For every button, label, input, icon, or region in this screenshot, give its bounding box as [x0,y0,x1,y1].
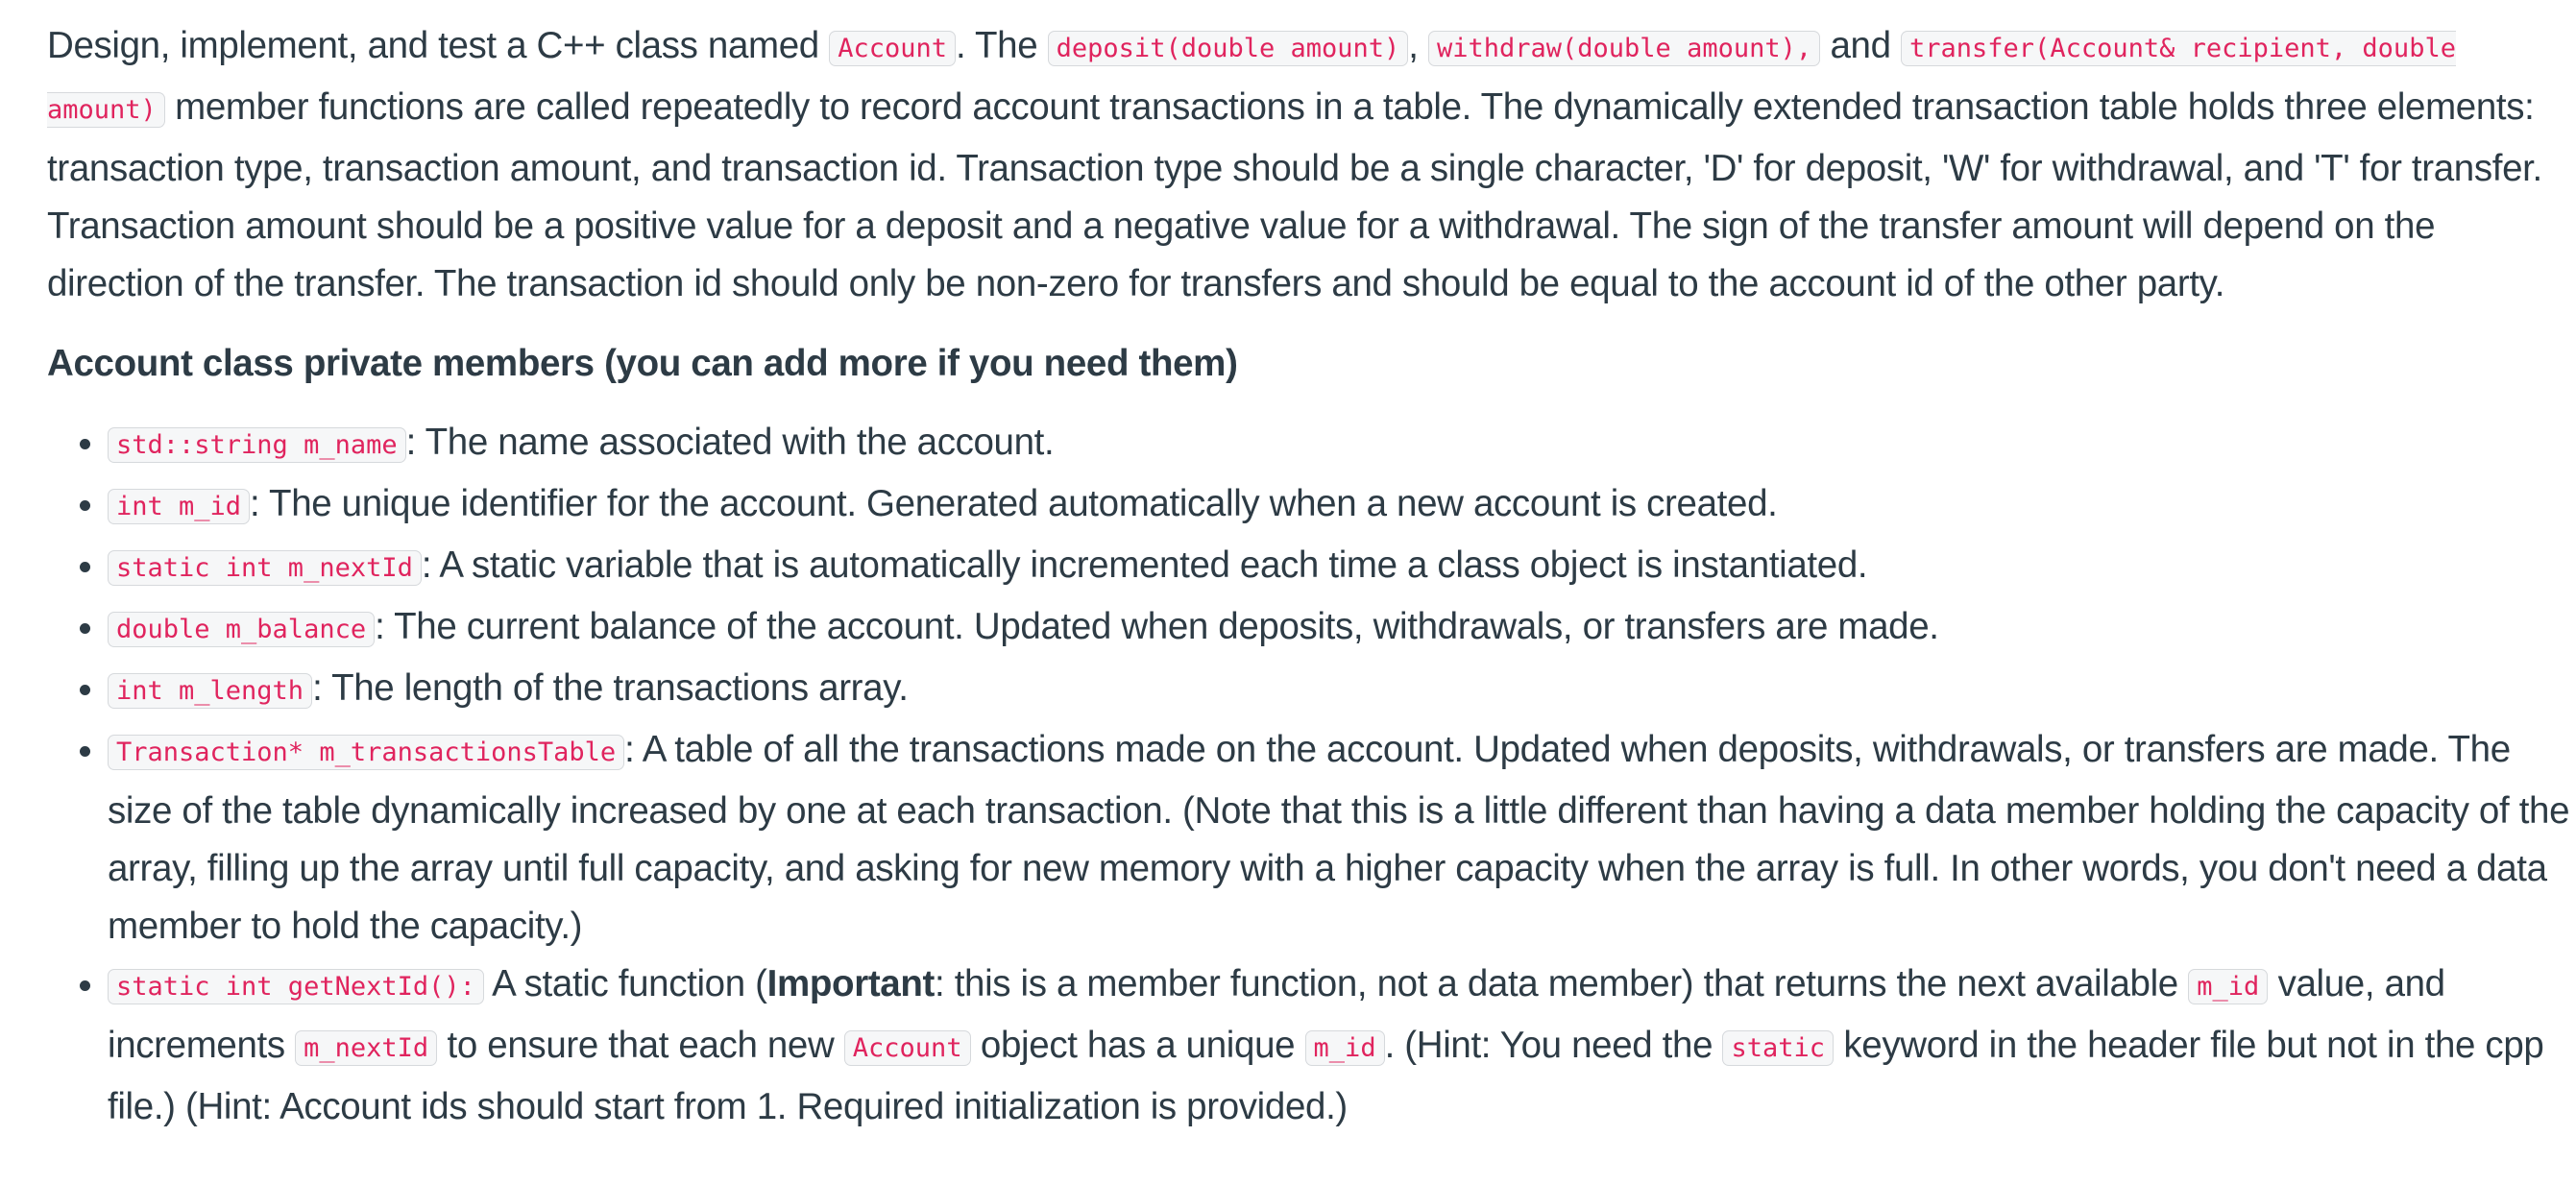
intro-text: , [1408,25,1428,66]
inline-code: static int m_nextId [108,550,422,586]
inline-code: static [1722,1030,1834,1066]
inline-code: static int getNextId(): [108,969,484,1004]
item-description: : The name associated with the account. [405,422,1055,463]
assignment-document [47,17,2576,1136]
inline-code: m_id [2188,969,2268,1004]
inline-code: Account [829,31,956,66]
item-description: A static function ( [483,963,767,1004]
item-description: : The unique identifier for the account. Generated automatically when a new account is created. [250,483,1778,524]
list-item [108,598,2576,660]
intro-text: and [1820,25,1902,66]
members-list [47,414,2576,1136]
intro-paragraph [47,17,2576,313]
list-item [108,721,2576,955]
inline-code: double m_balance [108,612,375,647]
item-description: object has a unique [970,1025,1305,1066]
item-description: : The length of the transactions array. [312,667,909,709]
inline-code: std::string m_name [108,427,406,463]
list-item [108,414,2576,475]
inline-code: Transaction* m_transactionsTable [108,735,624,770]
list-item [108,660,2576,721]
list-item [108,537,2576,598]
item-description: value, and increments [108,963,2445,1066]
intro-text: . The [956,25,1048,66]
item-description: : A static variable that is automatically incremented each time a class object is instantiated. [421,544,1868,586]
intro-text: Design, implement, and test a C++ class named [47,25,830,66]
item-description: : A table of all the transactions made on the account. Updated when deposits, withdrawals, or transfers are made. The size of the table dynamically increased by one at each transaction. (Note that this is a little different than having a data member holding the capacity of the array, filling up the array until full capacity, and asking for new memory with a higher capacity when the array is full. In other words, you don't need a data member to hold the capacity.) [108,729,2570,947]
item-description: : The current balance of the account. Updated when deposits, withdrawals, or transfers are made. [375,606,1939,647]
item-description: . (Hint: You need the [1384,1025,1723,1066]
inline-code: m_nextId [295,1030,437,1066]
inline-code: int m_length [108,673,312,709]
inline-code: int m_id [108,489,250,524]
item-description: keyword in the header file but not in the cpp file.) (Hint: Account ids should start from 1. Required initialization is provided.) [108,1025,2544,1127]
list-item [108,955,2576,1136]
inline-code: deposit(double amount) [1048,31,1409,66]
important-label: Important [766,963,935,1004]
item-description: to ensure that each new [437,1025,844,1066]
inline-code: m_id [1305,1030,1385,1066]
intro-text: member functions are called repeatedly to record account transactions in a table. The dynamically extended transaction table holds three elements: transaction type, transaction amount, and transaction id. Transaction type should be a single character, 'D' for deposit, 'W' for withdrawal, and 'T' for transfer. Transaction amount should be a positive value for a deposit and a negative value for a withdrawal. The sign of the transfer amount will depend on the direction of the transfer. The transaction id should only be non-zero for transfers and should be equal to the account id of the other party. [47,86,2542,304]
section-heading: Account class private members (you can add more if you need them) [47,343,1238,384]
inline-code: withdraw(double amount), [1428,31,1820,66]
item-description: : this is a member function, not a data member) that returns the next available [935,963,2189,1004]
inline-code: Account [844,1030,971,1066]
inline-code: transfer(Account& recipient, double amount) [47,31,2456,128]
list-item [108,475,2576,537]
